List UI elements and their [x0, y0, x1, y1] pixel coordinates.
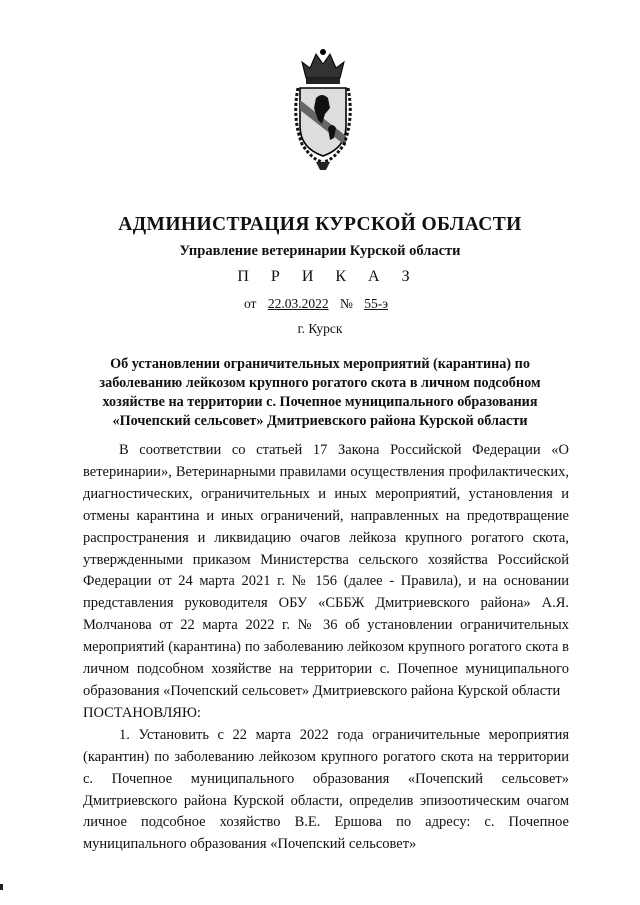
decree-word: ПОСТАНОВЛЯЮ: [83, 704, 201, 721]
preamble-paragraph: В соответствии со статьей 17 Закона Российской Федерации «О ветеринарии», Ветеринарными правилами осуществления профилактических, диагностических, ограничительных и иных мероприятий, установления и отмены карантина и иных ограничений, направленных на предотвращение распространения и ликвидацию очагов лейкоза крупного рогатого скота, утвержденными приказом Министерства сельского хозяйства Российской Федерации от 24 марта 2021 г. № 156 (далее - Правила), и на основании представления руководителя ОБУ «СББЖ Дмитриевского района» А.Я. Молчанова от 22 марта 2022 г. № 36 об установлении ограничительных мероприятий (карантина) по заболеванию лейкозом крупного рогатого скота в личном подсобном хозяйстве на территории с. Почепное муниципального образования «Почепский сельсовет» Дмитриевского района Курской области [83, 442, 569, 699]
city: г. Курск [297, 321, 343, 336]
document-type: П Р И К А З [237, 268, 419, 285]
kursk-coat-of-arms-icon [292, 48, 354, 174]
scan-edge-mark [0, 884, 3, 890]
number-prefix: № [339, 296, 353, 311]
order-item-1: 1. Установить с 22 марта 2022 года ограничительные мероприятия (карантин) по заболеванию лейкозом крупного рогатого скота на территории с. Почепное муниципального образования «Почепский сельсовет» Дмитриевского района Курской области, определив эпизоотическим очагом личное подсобное хозяйство В.Е. Ершова по адресу: с. Почепное муниципального образования «Почепский сельсовет» [83, 726, 569, 853]
document-number: 55-э [364, 296, 389, 311]
date-prefix: от [243, 296, 257, 311]
document-title: Об установлении ограничительных мероприятий (карантина) по заболеванию лейкозом крупного рогатого скота в личном подсобном хозяйстве на территории с. Почепное муниципального образования «Почепский сельсовет» Дмитриевского района Курской области [99, 356, 541, 429]
document-body [83, 440, 569, 856]
department-name: Управление ветеринарии Курской области [179, 243, 461, 259]
date-number-row [0, 296, 640, 312]
organization-title: АДМИНИСТРАЦИЯ КУРСКОЙ ОБЛАСТИ [118, 214, 522, 235]
document-date: 22.03.2022 [267, 296, 329, 311]
